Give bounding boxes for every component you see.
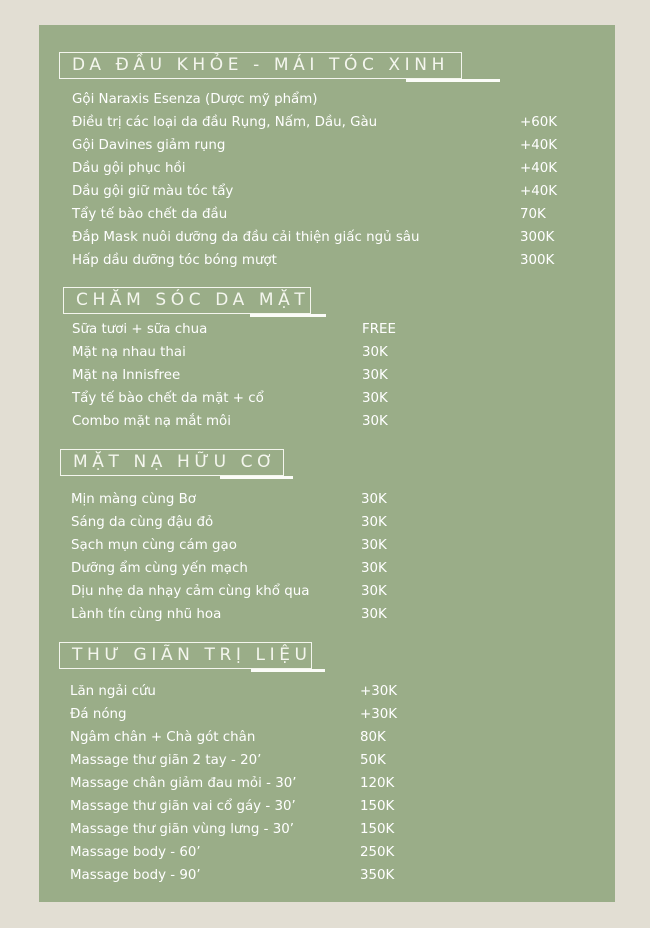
item-name: Mặt nạ nhau thai: [72, 345, 186, 360]
item-name: Massage thư giãn vùng lưng - 30’: [70, 822, 295, 837]
heading-underline: [220, 476, 293, 479]
heading-underline: [406, 79, 500, 82]
item-name: Hấp dầu dưỡng tóc bóng mượt: [72, 253, 277, 268]
list-item: [71, 490, 401, 510]
item-name: Dầu gội phục hồi: [72, 161, 186, 176]
item-price: 300K: [520, 230, 555, 245]
item-name: Dịu nhẹ da nhạy cảm cùng khổ qua: [71, 584, 310, 599]
item-price: 30K: [361, 492, 387, 507]
item-price: 30K: [362, 391, 388, 406]
item-price: 30K: [361, 515, 387, 530]
item-price: 300K: [520, 253, 555, 268]
item-name: Đá nóng: [70, 707, 127, 722]
item-name: Dưỡng ẩm cùng yến mạch: [71, 561, 248, 576]
item-price: +30K: [360, 684, 398, 699]
item-price: 30K: [362, 368, 388, 383]
section-title: DA ĐẦU KHỎE - MÁI TÓC XINH: [72, 55, 449, 75]
list-item: [72, 159, 562, 179]
item-price: +40K: [520, 138, 558, 153]
item-name: Điều trị các loại da đầu Rụng, Nấm, Dầu, Gàu: [72, 115, 378, 130]
list-item: [72, 90, 562, 110]
section-heading: [60, 449, 284, 476]
item-price: +30K: [360, 707, 398, 722]
item-price: FREE: [362, 322, 396, 337]
list-item: [70, 774, 400, 794]
list-item: [72, 136, 562, 156]
list-item: [70, 797, 400, 817]
list-item: [70, 682, 400, 702]
item-name: Combo mặt nạ mắt môi: [72, 414, 231, 429]
item-price: 120K: [360, 776, 395, 791]
section-title: CHĂM SÓC DA MẶT: [76, 290, 310, 310]
item-name: Massage thư giãn vai cổ gáy - 30’: [70, 799, 296, 814]
list-item: [70, 866, 400, 886]
section-title: THƯ GIÃN TRỊ LIỆU: [72, 645, 312, 665]
item-price: 80K: [360, 730, 386, 745]
list-item: [71, 605, 401, 625]
item-name: Lăn ngải cứu: [70, 684, 156, 699]
item-name: Tẩy tế bào chết da mặt + cổ: [72, 391, 264, 406]
item-name: Massage body - 90’: [70, 868, 201, 883]
item-price: 70K: [520, 207, 546, 222]
list-item: [70, 751, 400, 771]
item-name: Sáng da cùng đậu đỏ: [71, 515, 214, 530]
list-item: [71, 582, 401, 602]
heading-underline: [251, 669, 325, 672]
item-price: 50K: [360, 753, 386, 768]
menu-card: [39, 25, 615, 902]
item-name: Sữa tươi + sữa chua: [72, 322, 208, 337]
item-price: 350K: [360, 868, 395, 883]
item-price: 250K: [360, 845, 395, 860]
item-price: +40K: [520, 161, 558, 176]
item-price: 30K: [361, 607, 387, 622]
list-item: [72, 412, 402, 432]
list-item: [72, 228, 562, 248]
item-name: Massage chân giảm đau mỏi - 30’: [70, 776, 297, 791]
item-name: Sạch mụn cùng cám gạo: [71, 538, 237, 553]
section-heading: [59, 642, 312, 669]
section-title: MẶT NẠ HỮU CƠ: [73, 452, 278, 472]
item-name: Lành tín cùng nhũ hoa: [71, 607, 222, 622]
item-name: Massage body - 60’: [70, 845, 201, 860]
item-price: +40K: [520, 184, 558, 199]
item-price: 30K: [361, 561, 387, 576]
item-price: +60K: [520, 115, 558, 130]
list-item: [72, 182, 562, 202]
section-heading: [59, 52, 462, 79]
item-price: 150K: [360, 822, 395, 837]
list-item: [70, 820, 400, 840]
list-item: [72, 389, 402, 409]
list-item: [71, 513, 401, 533]
item-name: Mặt nạ Innisfree: [72, 368, 181, 383]
item-name: Massage thư giãn 2 tay - 20’: [70, 753, 262, 768]
list-item: [71, 559, 401, 579]
list-item: [70, 705, 400, 725]
heading-underline: [250, 314, 326, 317]
list-item: [70, 728, 400, 748]
item-name: Đắp Mask nuôi dưỡng da đầu cải thiện giấc ngủ sâu: [72, 230, 420, 245]
list-item: [71, 536, 401, 556]
list-item: [72, 320, 402, 340]
item-price: 30K: [361, 584, 387, 599]
list-item: [72, 366, 402, 386]
item-name: Ngâm chân + Chà gót chân: [70, 730, 256, 745]
item-name: Mịn màng cùng Bơ: [71, 492, 196, 507]
item-name: Gội Davines giảm rụng: [72, 138, 226, 153]
list-item: [72, 205, 562, 225]
section-heading: [63, 287, 311, 314]
item-price: 30K: [362, 345, 388, 360]
item-name: Tẩy tế bào chết da đầu: [72, 207, 228, 222]
item-price: 30K: [361, 538, 387, 553]
item-price: 150K: [360, 799, 395, 814]
list-item: [70, 843, 400, 863]
item-name: Gội Naraxis Esenza (Dược mỹ phẩm): [72, 92, 318, 107]
list-item: [72, 113, 562, 133]
item-name: Dầu gội giữ màu tóc tẩy: [72, 184, 234, 199]
list-item: [72, 343, 402, 363]
list-item: [72, 251, 562, 271]
item-price: 30K: [362, 414, 388, 429]
